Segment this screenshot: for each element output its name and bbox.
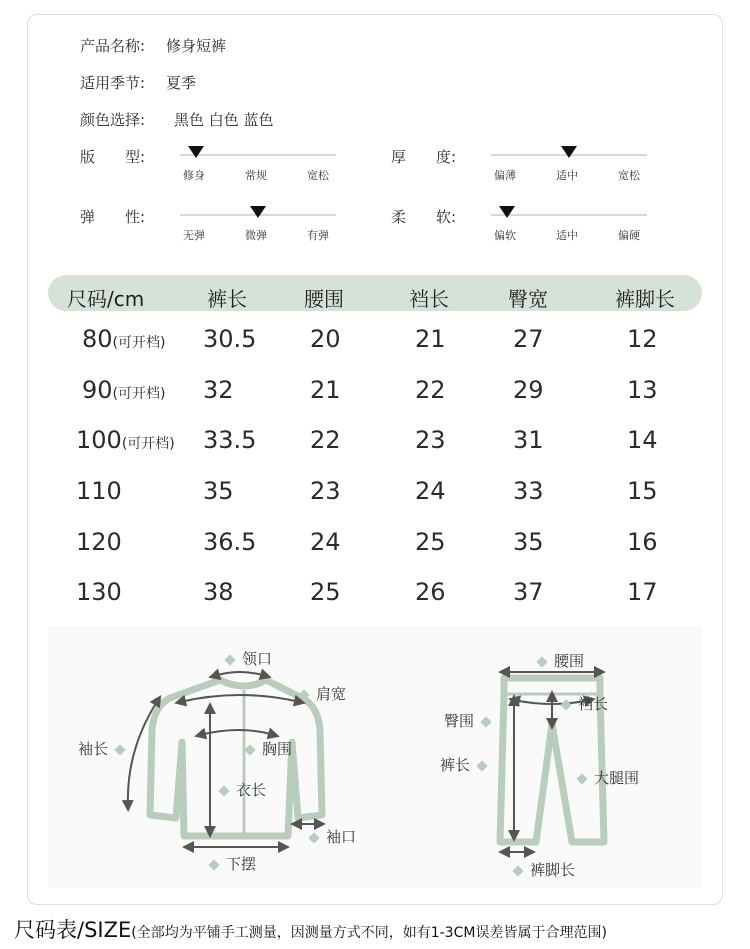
value-cell: 21 (310, 376, 341, 404)
elasticity-tick-1: 无弹 (183, 229, 205, 242)
softness-tick-1: 偏软 (494, 229, 516, 242)
footer-title: 尺码表/SIZE (14, 918, 132, 942)
value-cell: 15 (627, 477, 658, 505)
fit-label: 版 型: (80, 148, 146, 166)
cuff-label: 袖口 (310, 826, 356, 847)
footer-note: (全部均为平铺手工测量，因测量方式不同，如有1-3CM误差皆属于合理范围) (131, 925, 607, 941)
elasticity-label: 弹 性: (80, 208, 146, 226)
header-waist: 腰围 (304, 287, 344, 311)
value-cell: 22 (415, 376, 446, 404)
softness-tick-3: 偏硬 (618, 229, 640, 242)
value-cell: 27 (513, 325, 544, 353)
color-value: 黑色 白色 蓝色 (174, 111, 274, 129)
size-cell: 110 (76, 477, 122, 505)
jacket-outline (150, 680, 322, 836)
thickness-tick-1: 偏薄 (494, 169, 516, 182)
rise-label: 裆长 (562, 693, 608, 714)
header-rise: 裆长 (409, 287, 449, 311)
size-cell: 100(可开档) (76, 426, 175, 454)
value-cell: 25 (310, 578, 341, 606)
header-hip: 臀宽 (508, 287, 548, 311)
value-cell: 26 (415, 578, 446, 606)
value-cell: 16 (627, 528, 658, 556)
softness-tick-2: 适中 (556, 229, 578, 242)
hip-label: 臀围 (444, 710, 490, 731)
size-cell: 120 (76, 528, 122, 556)
thickness-tick-3: 宽松 (618, 169, 640, 182)
value-cell: 35 (203, 477, 234, 505)
size-cell: 130 (76, 578, 122, 606)
value-cell: 37 (513, 578, 544, 606)
thigh-label: 大腿围 (578, 767, 639, 788)
value-cell: 23 (310, 477, 341, 505)
value-cell: 35 (513, 528, 544, 556)
sleeve-label: 袖长 (78, 738, 124, 759)
header-pants-length: 裤长 (207, 287, 247, 311)
value-cell: 25 (415, 528, 446, 556)
value-cell: 20 (310, 325, 341, 353)
value-cell: 36.5 (203, 528, 257, 556)
value-cell: 14 (627, 426, 658, 454)
value-cell: 23 (415, 426, 446, 454)
chest-label: 胸围 (246, 738, 292, 759)
header-size: 尺码/cm (67, 287, 145, 311)
elasticity-tick-3: 有弹 (307, 229, 329, 242)
value-cell: 33 (513, 477, 544, 505)
pants-length-label: 裤长 (440, 754, 486, 775)
season-value: 夏季 (166, 74, 197, 92)
value-cell: 24 (415, 477, 446, 505)
fit-tick-2: 常规 (245, 169, 267, 182)
shoulder-label: 肩宽 (300, 683, 346, 704)
color-label: 颜色选择: (80, 111, 146, 129)
fit-tick-1: 修身 (183, 169, 205, 182)
season-label: 适用季节: (80, 74, 146, 92)
value-cell: 12 (627, 325, 658, 353)
value-cell: 33.5 (203, 426, 257, 454)
value-cell: 17 (627, 578, 658, 606)
product-name-label: 产品名称: (80, 37, 146, 55)
waist-label: 腰围 (538, 650, 584, 671)
value-cell: 22 (310, 426, 341, 454)
product-name-value: 修身短裤 (166, 37, 227, 55)
hem-label: 下摆 (210, 853, 256, 874)
size-cell: 90(可开档) (82, 376, 166, 404)
value-cell: 24 (310, 528, 341, 556)
thickness-label: 厚 度: (391, 148, 457, 166)
value-cell: 13 (627, 376, 658, 404)
length-label: 衣长 (220, 779, 266, 800)
value-cell: 32 (203, 376, 234, 404)
leg-opening-label: 裤脚长 (514, 859, 575, 880)
elasticity-tick-2: 微弹 (245, 229, 267, 242)
header-leg-opening: 裤脚长 (615, 287, 675, 311)
thickness-tick-2: 适中 (556, 169, 578, 182)
softness-label: 柔 软: (391, 208, 457, 226)
value-cell: 21 (415, 325, 446, 353)
value-cell: 29 (513, 376, 544, 404)
collar-label: 领口 (226, 648, 272, 669)
value-cell: 30.5 (203, 325, 257, 353)
value-cell: 38 (203, 578, 234, 606)
value-cell: 31 (513, 426, 544, 454)
fit-tick-3: 宽松 (307, 169, 329, 182)
size-cell: 80(可开档) (82, 325, 166, 353)
footer-caption (14, 914, 607, 944)
